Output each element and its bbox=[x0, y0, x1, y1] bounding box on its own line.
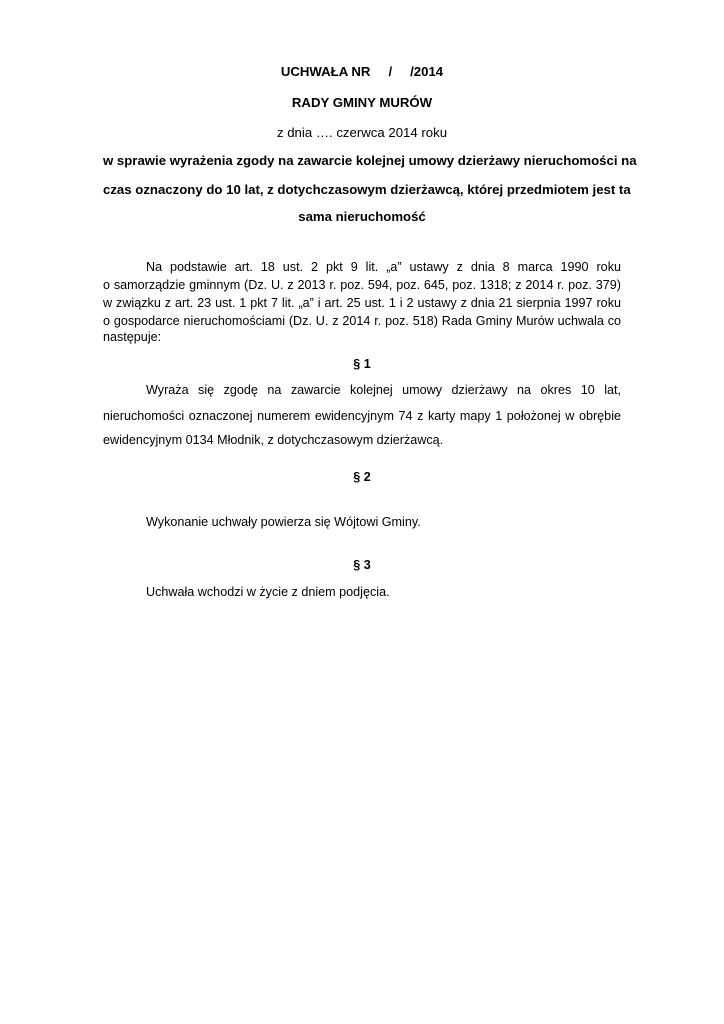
resolution-date: z dnia …. czerwca 2014 roku bbox=[276, 125, 448, 140]
document-title bbox=[103, 64, 621, 80]
title-label: UCHWAŁA NR bbox=[280, 64, 371, 79]
section-1-line-1: Wyraża się zgodę na zawarcie kolejnej umowy dzierżawy na okres 10 lat, bbox=[146, 383, 621, 397]
subject-line-1: w sprawie wyrażenia zgody na zawarcie kolejnej umowy dzierżawy nieruchomości na bbox=[103, 153, 637, 168]
preamble-line-3: w związku z art. 23 ust. 1 pkt 7 lit. „a” i art. 25 ust. 1 i 2 ustawy z dnia 21 sierpnia 1997 roku bbox=[103, 296, 621, 310]
section-2-heading: § 2 bbox=[353, 470, 371, 484]
section-1-line-2: nieruchomości oznaczonej numerem ewidencyjnym 74 z karty mapy 1 położonej w obrębie bbox=[103, 409, 621, 423]
section-1-line-3: ewidencyjnym 0134 Młodnik, z dotychczasowym dzierżawcą. bbox=[103, 433, 444, 447]
section-3-heading: § 3 bbox=[353, 558, 371, 572]
section-3-line-1: Uchwała wchodzi w życie z dniem podjęcia. bbox=[146, 585, 390, 599]
preamble-line-4: o gospodarce nieruchomościami (Dz. U. z 2014 r. poz. 518) Rada Gminy Murów uchwala co bbox=[103, 314, 621, 328]
subject-line-3: sama nieruchomość bbox=[298, 209, 426, 224]
title-slash: / bbox=[388, 64, 393, 79]
section-1-heading: § 1 bbox=[353, 357, 371, 371]
subject-line-2: czas oznaczony do 10 lat, z dotychczasowym dzierżawcą, której przedmiotem jest ta bbox=[103, 182, 631, 197]
title-year: /2014 bbox=[410, 64, 444, 79]
preamble-line-2: o samorządzie gminnym (Dz. U. z 2013 r. poz. 594, poz. 645, poz. 1318; z 2014 r. poz. 379) bbox=[103, 278, 621, 292]
preamble-line-1: Na podstawie art. 18 ust. 2 pkt 9 lit. „a” ustawy z dnia 8 marca 1990 roku bbox=[146, 260, 621, 274]
preamble-line-5: następuje: bbox=[103, 330, 162, 344]
section-2-line-1: Wykonanie uchwały powierza się Wójtowi Gminy. bbox=[146, 515, 421, 529]
council-name: RADY GMINY MURÓW bbox=[291, 95, 433, 110]
